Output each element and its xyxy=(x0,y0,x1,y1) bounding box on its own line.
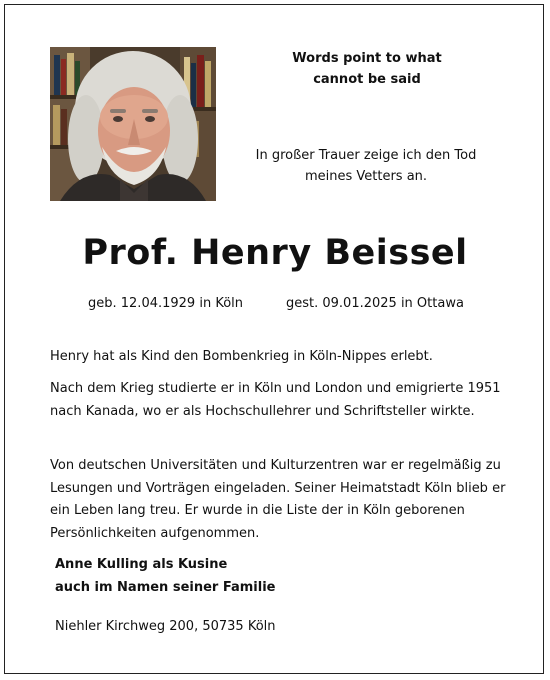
biography-paragraph: Nach dem Krieg studierte er in Köln und London und emigrierte 1951 nach Kanada, wo er als Hochschullehrer und Schriftsteller wirkte. xyxy=(50,381,501,419)
death-date: gest. 09.01.2025 in Ottawa xyxy=(286,296,464,311)
mourning-announcement xyxy=(240,145,492,187)
contact-address: Niehler Kirchweg 200, 50735 Köln xyxy=(55,619,276,634)
birth-date: geb. 12.04.1929 in Köln xyxy=(88,296,243,311)
motto-line: Words point to what xyxy=(292,51,442,66)
portrait-photo xyxy=(50,47,216,201)
biography-paragraph: Von deutschen Universitäten und Kulturzentren war er regelmäßig zu Lesungen und Vorträgen eingeladen. Seiner Heimatstadt Köln blieb er ein Leben lang treu. Er wurde in die Liste der in Köln geborenen Persönlichkeiten aufgenommen. xyxy=(50,458,506,541)
signoff-line: Anne Kulling als Kusine xyxy=(55,557,228,572)
mourner-signoff xyxy=(55,554,275,599)
announcement-line: In großer Trauer zeige ich den Tod xyxy=(255,148,477,163)
motto-line: cannot be said xyxy=(313,72,421,87)
signoff-line: auch im Namen seiner Familie xyxy=(55,579,276,595)
deceased-name: Prof. Henry Beissel xyxy=(82,233,468,273)
announcement-line: meines Vetters an. xyxy=(304,169,428,184)
biography-paragraph: Henry hat als Kind den Bombenkrieg in Köln-Nippes erlebt. xyxy=(50,349,433,364)
motto-quote xyxy=(262,48,472,90)
